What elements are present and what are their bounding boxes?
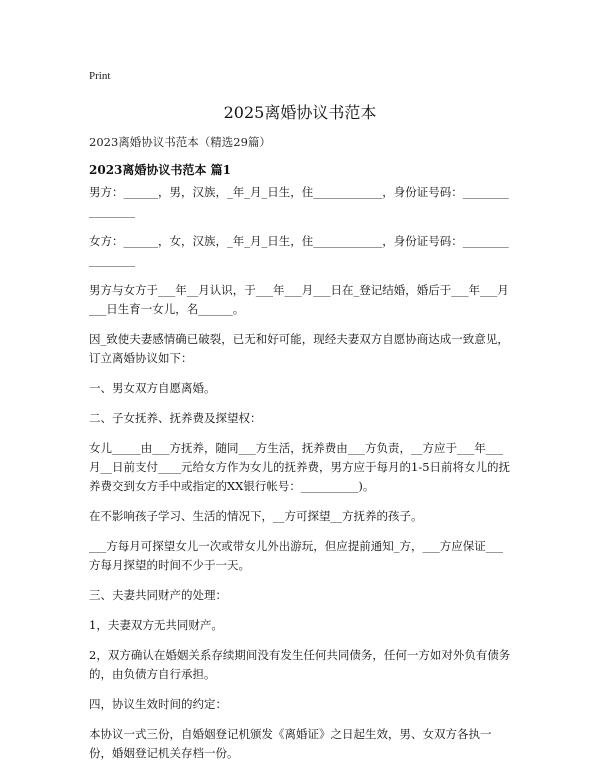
paragraph-divorce-reason: 因_致使夫妻感情确已破裂，已无和好可能，现经夫妻双方自愿协商达成一致意见，订立离婚协议如下： [89,332,509,365]
paragraph-no-property: 1，夫妻双方无共同财产。 [89,618,223,632]
paragraph-no-debt: 2，双方确认在婚姻关系存续期间没有发生任何共同债务，任何一方如对外负有债务的，由负债方自行承担。 [89,648,511,681]
paragraph-visitation: 在不影响孩子学习、生活的情况下，__方可探望__方抚养的孩子。 [89,509,423,523]
print-label: Print [89,70,111,82]
paragraph-wife-info: 女方：______，女，汉族，_年_月_日生，住____________，身份证号码：________________ [89,234,509,267]
document-subtitle: 2023离婚协议书范本（精选29篇） [89,135,271,149]
paragraph-clause-3-heading: 三、夫妻共同财产的处理： [89,588,227,602]
paragraph-clause-1: 一、男女双方自愿离婚。 [89,381,216,395]
paragraph-effective-date: 本协议一式三份，自婚姻登记机颁发《离婚证》之日起生效，男、女双方各执一份，婚姻登记机关存档一份。 [89,727,492,760]
paragraph-husband-info: 男方：______，男，汉族，_年_月_日生，住____________，身份证号码：________________ [89,185,509,218]
paragraph-clause-2-heading: 二、子女抚养、抚养费及探望权： [89,411,262,425]
paragraph-monthly-visit: ___方每月可探望女儿一次或带女儿外出游玩，但应提前通知_方，___方应保证___方每月探望的时间不少于一天。 [89,539,503,572]
paragraph-clause-4-heading: 四，协议生效时间的约定： [89,697,227,711]
section-heading: 2023离婚协议书范本 篇1 [89,163,231,177]
paragraph-child-support: 女儿_____由___方抚养，随同___方生活，抚养费由___方负责，__方应于___年___月__日前支付____元给女方作为女儿的抚养费，男方应于每月的1-5日前将女儿的抚养费交到女方手中或指定的XX银行帐号：__________)。 [89,441,511,493]
document-body [89,183,514,774]
paragraph-marriage-history: 男方与女方于___年__月认识，于___年___月___日在_登记结婚，婚后于___年___月___日生育一女儿，名______。 [89,283,509,316]
document-title: 2025离婚协议书范本 [223,103,377,122]
